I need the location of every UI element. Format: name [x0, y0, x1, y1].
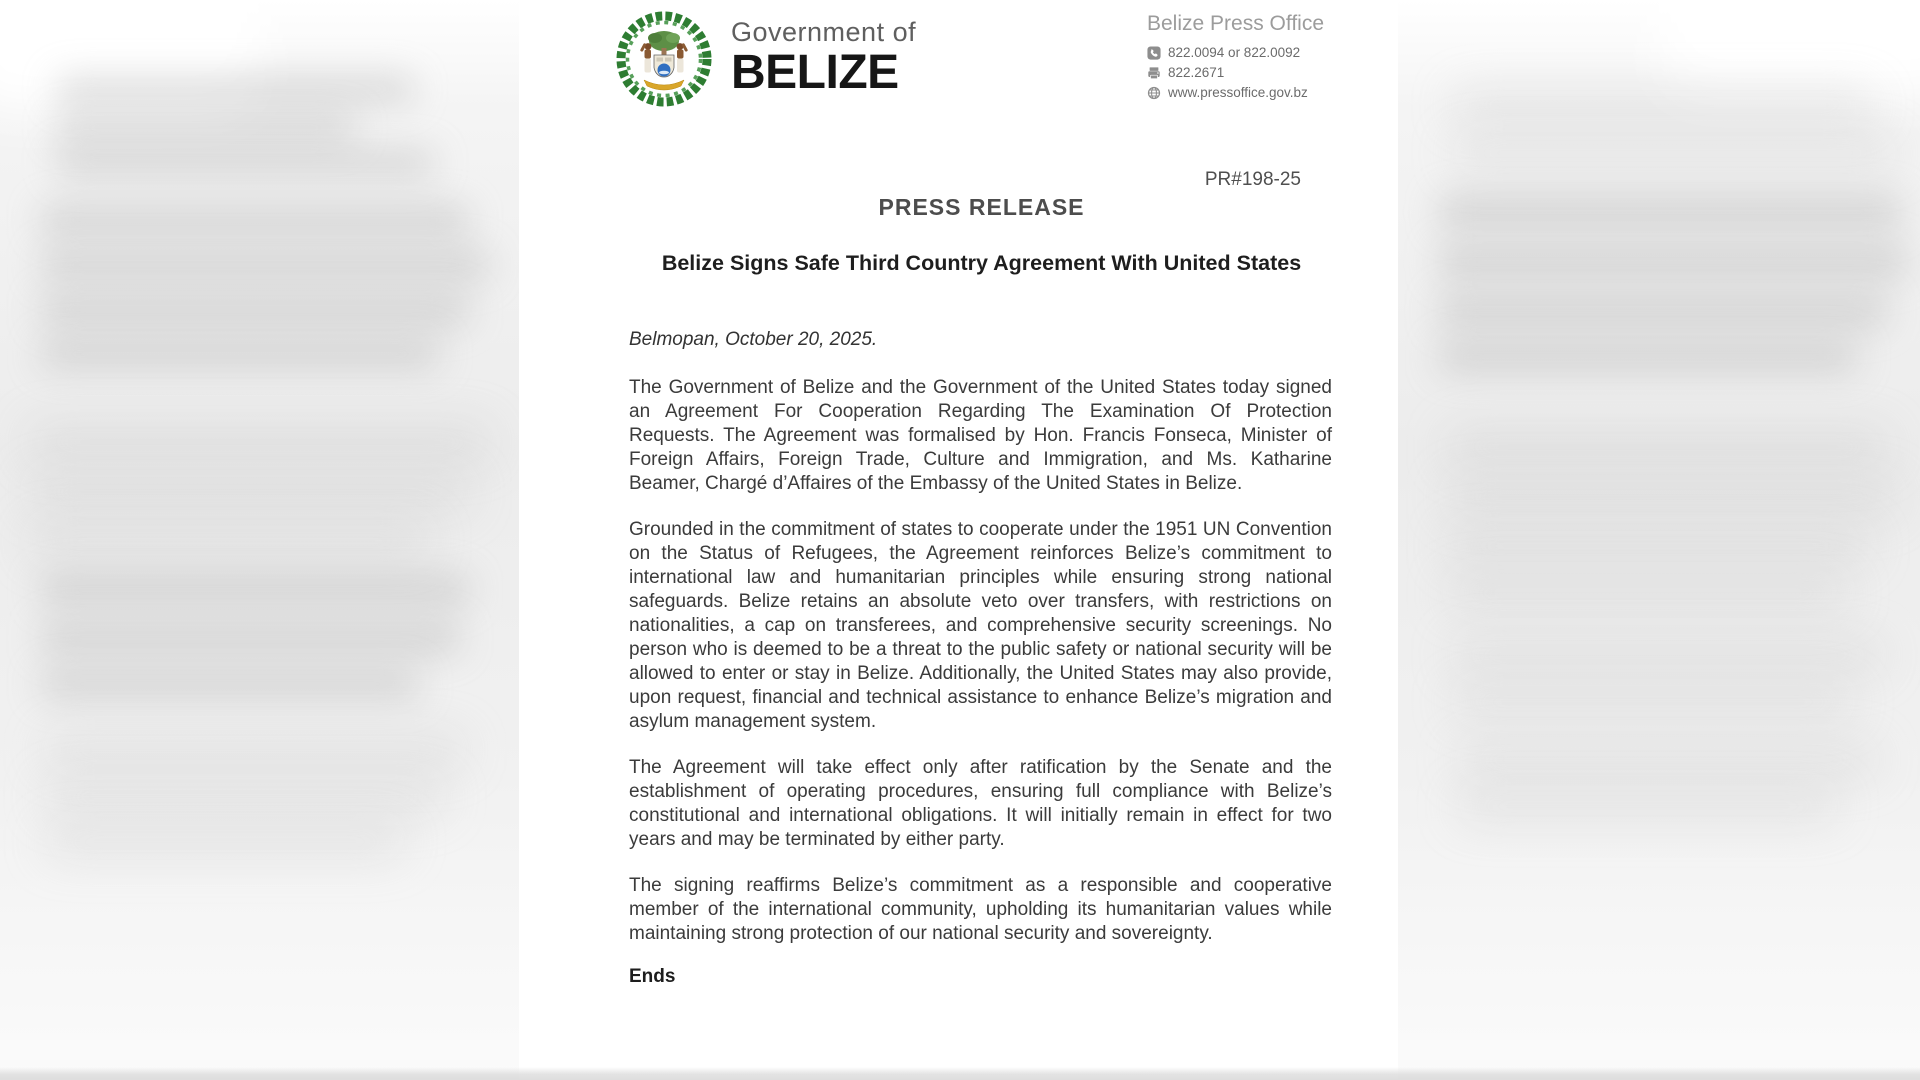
contact-row-phone — [1147, 45, 1397, 60]
phone-icon — [1147, 46, 1161, 60]
blurred-background-left — [0, 0, 519, 1080]
paragraph-4: The signing reaffirms Belize’s commitment as a responsible and cooperative member of the international community, upholding its humanitarian values while maintaining strong protection of our national security and sovereignty. — [629, 875, 1332, 944]
fax-number: 822.2671 — [1168, 65, 1225, 80]
blurred-background-right — [1398, 0, 1920, 1080]
wordmark-belize: BELIZE — [731, 45, 899, 99]
press-release-page — [519, 0, 1398, 1080]
globe-icon — [1147, 86, 1161, 100]
contact-row-website — [1147, 85, 1397, 100]
press-office-contact-block — [1147, 12, 1397, 105]
press-office-title: Belize Press Office — [1147, 12, 1325, 35]
closing-ends: Ends — [629, 966, 676, 987]
wordmark-government-of: Government of — [731, 17, 917, 47]
bottom-frame-band — [0, 1067, 1920, 1080]
fax-icon — [1147, 66, 1161, 80]
press-release-kicker: PRESS RELEASE — [878, 194, 1085, 220]
phone-numbers: 822.0094 or 822.0092 — [1168, 45, 1301, 60]
paragraph-2: Grounded in the commitment of states to cooperate under the 1951 UN Convention on the Status of Refugees, the Agreement reinforces Belize’s commitment to international law and humanitarian principles while ensuring strong national safeguards. Belize retains an absolute veto over transfers, with restrictions on nationalities, a cap on transferees, and comprehensive security screenings. No person who is deemed to be a threat to the public safety or national security will be allowed to enter or stay in Belize. Additionally, the United States may also provide, upon request, financial and technical assistance to enhance Belize’s migration and asylum management system. — [629, 519, 1332, 732]
paragraph-1: The Government of Belize and the Government of the United States today signed an Agreement For Cooperation Regarding The Examination Of Protection Requests. The Agreement was formalised by Hon. Francis Fonseca, Minister of Foreign Affairs, Foreign Trade, Culture and Immigration, and Ms. Katharine Beamer, Chargé d’Affaires of the Embassy of the United States in Belize. — [629, 377, 1332, 494]
dateline: Belmopan, October 20, 2025. — [629, 329, 878, 350]
paragraph-3: The Agreement will take effect only after ratification by the Senate and the establishment of operating procedures, ensuring full compliance with Belize’s constitutional and international obligations. It will initially remain in effect for two years and may be terminated by either party. — [629, 757, 1332, 850]
belize-coat-of-arms-logo — [614, 9, 714, 109]
press-release-number: PR#198-25 — [1204, 169, 1301, 190]
government-of-belize-wordmark — [731, 18, 916, 98]
website-url: www.pressoffice.gov.bz — [1168, 85, 1308, 100]
contact-row-fax — [1147, 65, 1397, 80]
body-copy — [629, 376, 1332, 988]
headline: Belize Signs Safe Third Country Agreement With United States — [661, 251, 1302, 275]
